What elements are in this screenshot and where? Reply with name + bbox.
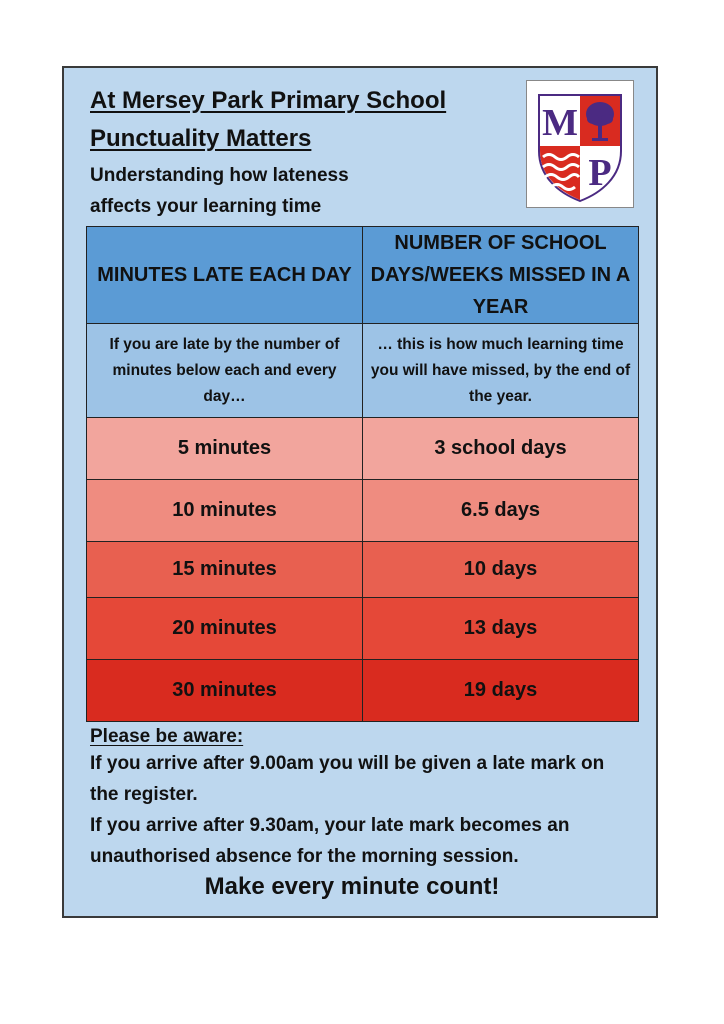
slogan: Make every minute count! [204, 873, 500, 900]
school-crest-icon [527, 81, 633, 207]
table-header-row [87, 227, 639, 324]
table-row [87, 542, 639, 598]
column-header-minutes-late: MINUTES LATE EACH DAY [87, 227, 363, 324]
notice-heading: Please be aware: [90, 726, 244, 747]
notice-text [90, 748, 630, 872]
days-missed-cell: 6.5 days [363, 480, 639, 542]
intro-cell-minutes: If you are late by the number of minutes below each and every day… [87, 324, 363, 418]
punctuality-poster [62, 66, 658, 918]
logo-letter-p: P [588, 152, 612, 194]
days-missed-cell: 3 school days [363, 418, 639, 480]
school-logo [526, 80, 634, 208]
table-row [87, 418, 639, 480]
minutes-late-cell: 30 minutes [87, 660, 363, 722]
days-missed-cell: 19 days [363, 660, 639, 722]
table-intro-row [87, 324, 639, 418]
logo-letter-m: M [542, 102, 578, 144]
table-row [87, 480, 639, 542]
intro-text-line-1: Understanding how lateness [90, 165, 349, 186]
intro-text-line-2: affects your learning time [90, 196, 322, 217]
column-header-days-missed: NUMBER OF SCHOOL DAYS/WEEKS MISSED IN A YEAR [363, 227, 639, 324]
page-subtitle-heading: Punctuality Matters [90, 125, 312, 152]
table-row [87, 598, 639, 660]
minutes-late-cell: 5 minutes [87, 418, 363, 480]
intro-text [90, 160, 410, 222]
minutes-late-cell: 10 minutes [87, 480, 363, 542]
table-row [87, 660, 639, 722]
days-missed-cell: 13 days [363, 598, 639, 660]
intro-cell-missed: … this is how much learning time you will have missed, by the end of the year. [363, 324, 639, 418]
minutes-late-cell: 20 minutes [87, 598, 363, 660]
days-missed-cell: 10 days [363, 542, 639, 598]
notice-late-mark: If you arrive after 9.00am you will be given a late mark on the register. [90, 753, 605, 805]
page-title: At Mersey Park Primary School [90, 87, 447, 114]
lateness-table [86, 226, 639, 722]
notice-unauthorised-absence: If you arrive after 9.30am, your late mark becomes an unauthorised absence for the morning session. [90, 815, 570, 867]
minutes-late-cell: 15 minutes [87, 542, 363, 598]
